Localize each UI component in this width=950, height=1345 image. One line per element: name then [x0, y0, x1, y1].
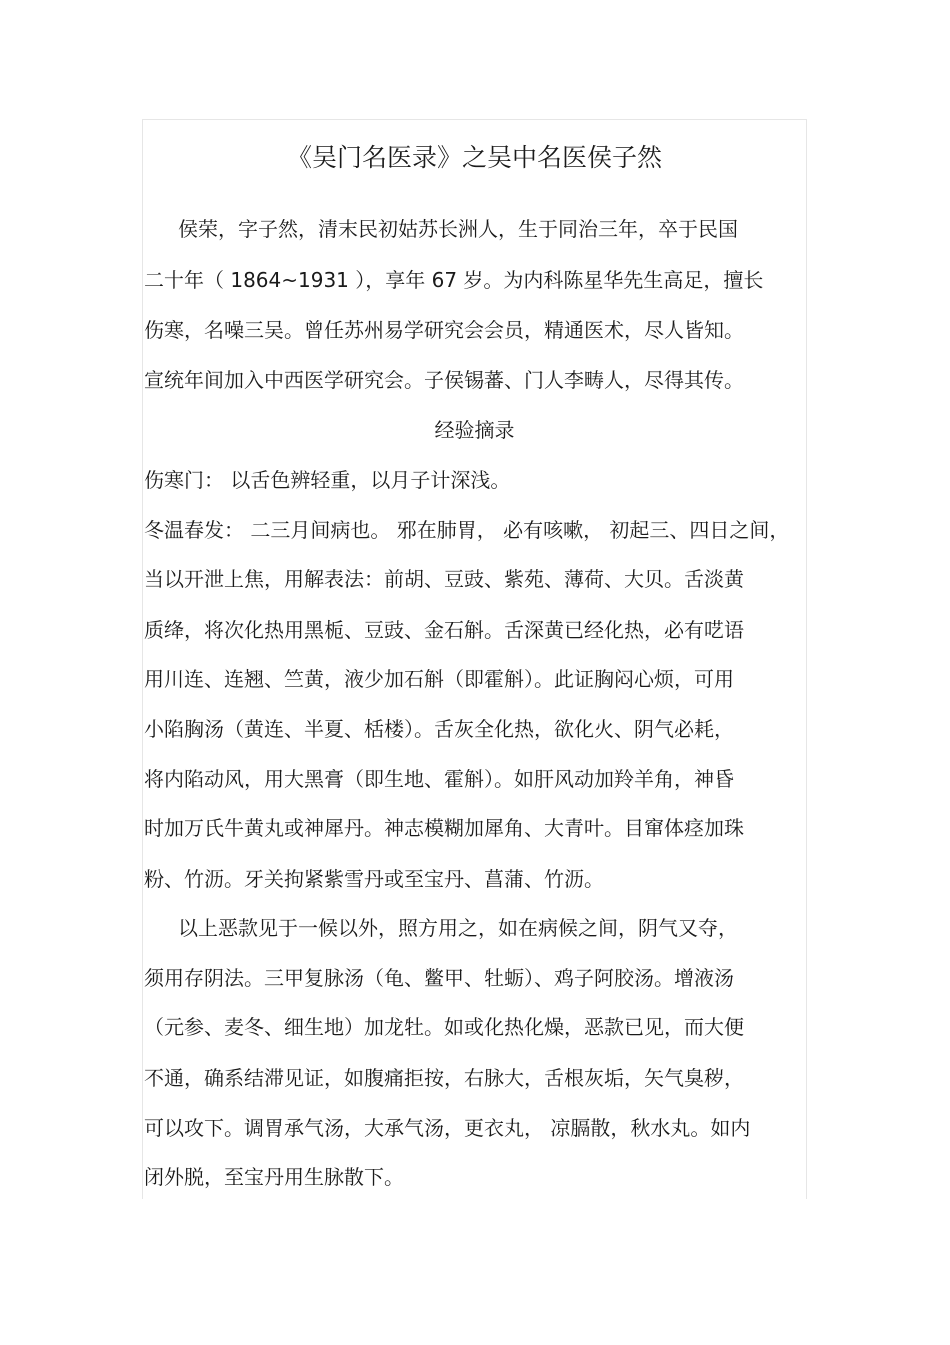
intro-line-1: 侯荣，字子然，清末民初姑苏长洲人，生于同治三年，卒于民国 — [178, 217, 738, 241]
section-line-6: 小陷胸汤（黄连、半夏、栝楼）。舌灰全化热，欲化火、阴气必耗， — [144, 717, 734, 741]
section-heading: 经验摘录 — [434, 418, 515, 442]
followup-line-1: 以上恶款见于一候以外，照方用之，如在病候之间，阴气又夺， — [178, 916, 738, 940]
section-line-8: 时加万氏牛黄丸或神犀丹。神志模糊加犀角、大青叶。目窜体痉加珠 — [144, 816, 744, 840]
followup-line-2: 须用存阴法。三甲复脉汤（龟、鳖甲、牡蛎）、鸡子阿胶汤。增液汤 — [144, 966, 734, 990]
section-line-5: 用川连、连翘、竺黄，液少加石斛（即霍斛）。此证胸闷心烦，可用 — [144, 667, 734, 691]
followup-line-4: 不通，确系结滞见证，如腹痛拒按，右脉大，舌根灰垢，矢气臭秽， — [144, 1066, 744, 1090]
intro-line-3: 伤寒，名噪三吴。曾任苏州易学研究会会员，精通医术，尽人皆知。 — [144, 318, 744, 342]
section-line-9: 粉、竹沥。牙关拘紧紫雪丹或至宝丹、菖蒲、竹沥。 — [144, 867, 604, 891]
document-title: 《吴门名医录》之吴中名医侯子然 — [286, 143, 662, 172]
intro-line-4: 宣统年间加入中西医学研究会。子侯锡蕃、门人李畴人，尽得其传。 — [144, 368, 744, 392]
section-line-7: 将内陷动风，用大黑膏（即生地、霍斛）。如肝风动加羚羊角，神昏 — [144, 767, 734, 791]
followup-line-6: 闭外脱，至宝丹用生脉散下。 — [144, 1165, 404, 1189]
section-line-1: 伤寒门： 以舌色辨轻重，以月子计深浅。 — [144, 468, 511, 492]
section-line-2: 冬温春发： 二三月间病也。 邪在肺胃， 必有咳嗽， 初起三、四日之间， — [144, 518, 790, 542]
section-line-3: 当以开泄上焦，用解表法：前胡、豆豉、紫苑、薄荷、大贝。舌淡黄 — [144, 567, 744, 591]
section-line-4: 质绛，将次化热用黑栀、豆豉、金石斛。舌深黄已经化热，必有呓语 — [144, 618, 744, 642]
intro-line-2: 二十年（ 1864~1931 ），享年 67 岁。为内科陈星华先生高足，擅长 — [144, 268, 764, 292]
followup-line-5: 可以攻下。调胃承气汤，大承气汤，更衣丸， 凉膈散，秋水丸。如内 — [144, 1116, 751, 1140]
followup-line-3: （元参、麦冬、细生地）加龙牡。如或化热化燥，恶款已见，而大便 — [144, 1015, 744, 1039]
